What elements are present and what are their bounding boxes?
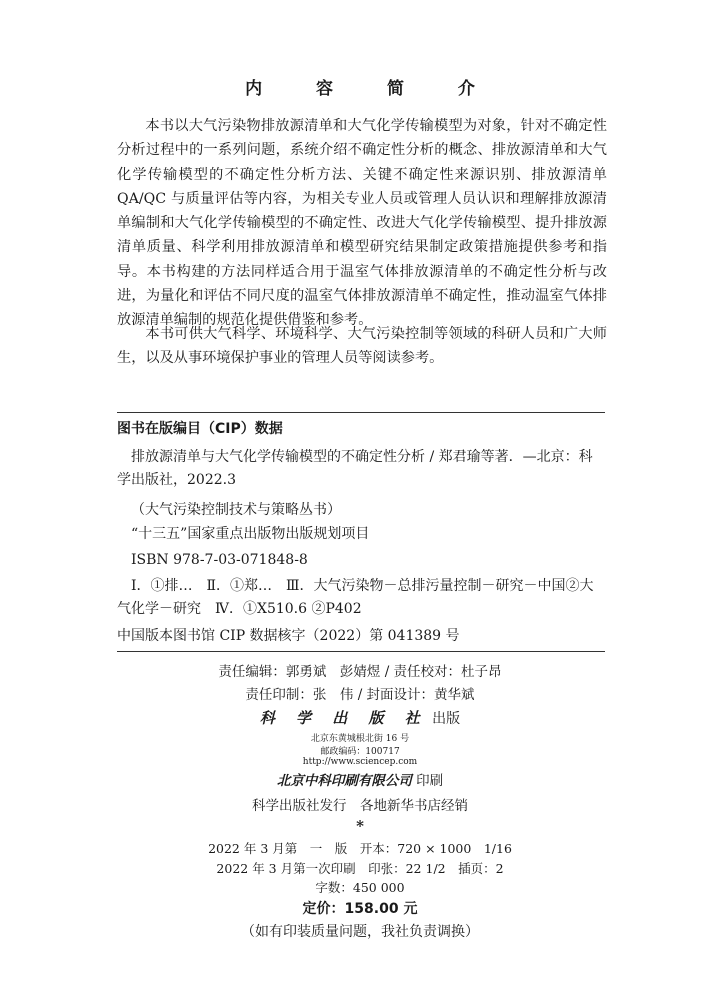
cip-bottom-rule [117, 651, 605, 652]
printer-suffix: 印刷 [416, 773, 444, 789]
publisher-suffix: 出版 [432, 711, 461, 727]
quality-notice: （如有印装质量问题，我社负责调换） [241, 924, 479, 940]
production-credits: 责任印制：张 伟 / 封面设计：黄华斌 [245, 687, 475, 703]
publisher-postcode: 邮政编码：100717 [320, 747, 400, 757]
edition-line-2: 2022 年 3 月第一次印刷 印张：22 1/2 插页：2 [216, 861, 504, 876]
publisher-address: 北京东黄城根北街 16 号 [310, 734, 410, 744]
cip-project: “十三五”国家重点出版物出版规划项目 [131, 526, 370, 542]
cip-classification: Ⅰ．①排… Ⅱ．①郑… Ⅲ．大气污染物－总排污量控制－研究－中国②大气化学－研究 Ⅳ．①X510.6 ②P402 [117, 578, 594, 617]
editor-credits: 责任编辑：郭勇斌 彭婧煜 / 责任校对：杜子昂 [218, 664, 502, 680]
page-title: 内 容 简 介 [245, 79, 499, 99]
separator-star: * [356, 817, 364, 835]
intro-paragraph-2: 本书可供大气科学、环境科学、大气污染控制等领域的科研人员和广大师生，以及从事环境保护事业的管理人员等阅读参考。 [117, 326, 607, 367]
cip-top-rule [117, 412, 605, 413]
intro-paragraph-1: 本书以大气污染物排放源清单和大气化学传输模型为对象，针对不确定性分析过程中的一系列问题，系统介绍不确定性分析的概念、排放源清单和大气化学传输模型的不确定性分析方法、关键不确定性来源识别、排放源清单 QA/QC 与质量评估等内容，为相关专业人员或管理人员认识和理解排放源清单编制和大气化学传输模型的不确定性、改进大气化学传输模型、提升排放源清单质量、科学利用排放源清单和模型研究结果制定政策措施提供参考和指导。本书构建的方法同样适合用于温室气体排放源清单的不确定性分析与改进，为量化和评估不同尺度的温室气体排放源清单不确定性，推动温室气体排放源清单编制的规范化提供借鉴和参考。 [117, 118, 607, 329]
cip-series: （大气污染控制技术与策略丛书） [131, 502, 341, 518]
cip-isbn: ISBN 978-7-03-071848-8 [131, 552, 308, 568]
printer-line [0, 769, 720, 789]
publisher-name: 科 学 出 版 社 [259, 709, 428, 727]
edition-line-1: 2022 年 3 月第 一 版 开本：720 × 1000 1/16 [208, 841, 512, 856]
distribution-line: 科学出版社发行 各地新华书店经销 [252, 798, 468, 814]
cip-verification: 中国版本图书馆 CIP 数据核字（2022）第 041389 号 [117, 628, 460, 644]
publisher-website: http://www.sciencep.com [302, 757, 418, 767]
word-count: 字数：450 000 [315, 880, 405, 895]
price: 定价：158.00 元 [302, 901, 418, 917]
cip-heading: 图书在版编目（CIP）数据 [117, 421, 283, 437]
cip-entry: 排放源清单与大气化学传输模型的不确定性分析 / 郑君瑜等著．—北京：科学出版社，2022.3 [117, 449, 593, 488]
publisher-line [0, 707, 720, 728]
printer-name: 北京中科印刷有限公司 [276, 773, 412, 789]
